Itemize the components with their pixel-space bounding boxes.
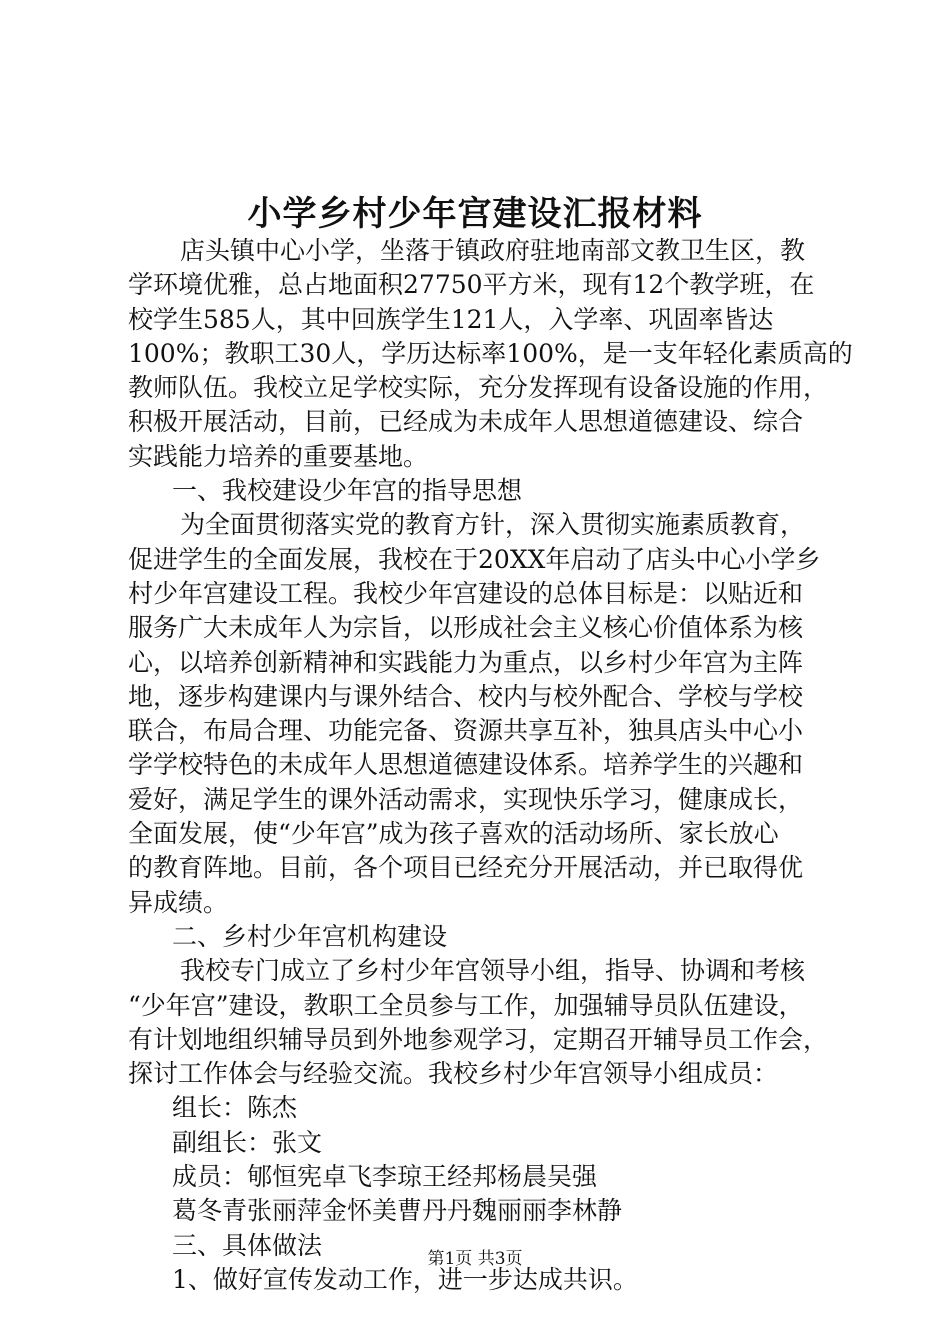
- paragraph-line: 店头镇中心小学，坐落于镇政府驻地南部文教卫生区，教: [180, 236, 806, 265]
- paragraph-line: 异成绩。: [128, 887, 229, 917]
- paragraph-line: 葛冬青张丽萍金怀美曹丹丹魏丽丽李林静: [172, 1196, 623, 1226]
- page-footer: 第1页 共3页: [427, 1249, 523, 1269]
- paragraph-line: “少年宫”建设，教职工全员参与工作，加强辅导员队伍建设，: [128, 990, 804, 1020]
- paragraph-line: 爱好，满足学生的课外活动需求，实现快乐学习，健康成长，: [128, 784, 804, 814]
- paragraph-line: 副组长：张文: [172, 1127, 323, 1157]
- paragraph-line: 我校专门成立了乡村少年宫领导小组，指导、协调和考核: [180, 956, 806, 986]
- section-heading: 一、我校建设少年宫的指导思想: [172, 476, 523, 506]
- paragraph-line: 校学生585人，其中回族学生121人，入学率、巩固率皆达: [128, 304, 774, 334]
- paragraph-line: 村少年宫建设工程。我校少年宫建设的总体目标是：以贴近和: [128, 578, 804, 608]
- paragraph-line: 100%；教职工30人，学历达标率100%，是一支年轻化素质高的: [128, 338, 853, 368]
- paragraph-line: 服务广大未成年人为宗旨，以形成社会主义核心价值体系为核: [128, 613, 804, 643]
- section-heading: 二、乡村少年宫机构建设: [172, 921, 448, 951]
- paragraph-line: 教师队伍。我校立足学校实际，充分发挥现有设备设施的作用，: [128, 373, 829, 403]
- paragraph-line: 联合，布局合理、功能完备、资源共享互补，独具店头中心小: [128, 716, 804, 746]
- paragraph-line: 心，以培养创新精神和实践能力为重点，以乡村少年宫为主阵: [128, 647, 804, 677]
- paragraph-line: 成员：郇恒宪卓飞李琼王经邦杨晨吴强: [172, 1162, 598, 1192]
- paragraph-line: 地，逐步构建课内与课外结合、校内与校外配合、学校与学校: [128, 681, 804, 711]
- paragraph-line: 学环境优雅，总占地面积27750平方米，现有12个教学班，在: [128, 270, 815, 300]
- paragraph-line: 的教育阵地。目前，各个项目已经充分开展活动，并已取得优: [128, 853, 804, 883]
- paragraph-line: 为全面贯彻落实党的教育方针，深入贯彻实施素质教育，: [180, 510, 806, 540]
- paragraph-line: 积极开展活动，目前，已经成为未成年人思想道德建设、综合: [128, 407, 804, 437]
- paragraph-line: 学学校特色的未成年人思想道德建设体系。培养学生的兴趣和: [128, 750, 804, 780]
- paragraph-line: 有计划地组织辅导员到外地参观学习，定期召开辅导员工作会，: [128, 1024, 829, 1054]
- paragraph-line: 1、做好宣传发动工作，进一步达成共识。: [172, 1264, 638, 1294]
- paragraph-line: 探讨工作体会与经验交流。我校乡村少年宫领导小组成员：: [128, 1059, 779, 1089]
- paragraph-line: 全面发展，使“少年宫”成为孩子喜欢的活动场所、家长放心: [128, 819, 779, 849]
- document-body: [128, 234, 853, 1297]
- paragraph-line: 实践能力培养的重要基地。: [128, 441, 429, 471]
- paragraph-line: 促进学生的全面发展，我校在于20XX年启动了店头中心小学乡: [128, 544, 821, 574]
- document-title: 小学乡村少年宫建设汇报材料: [247, 194, 703, 234]
- section-heading: 三、具体做法: [172, 1230, 323, 1260]
- paragraph-line: 组长：陈杰: [172, 1093, 298, 1123]
